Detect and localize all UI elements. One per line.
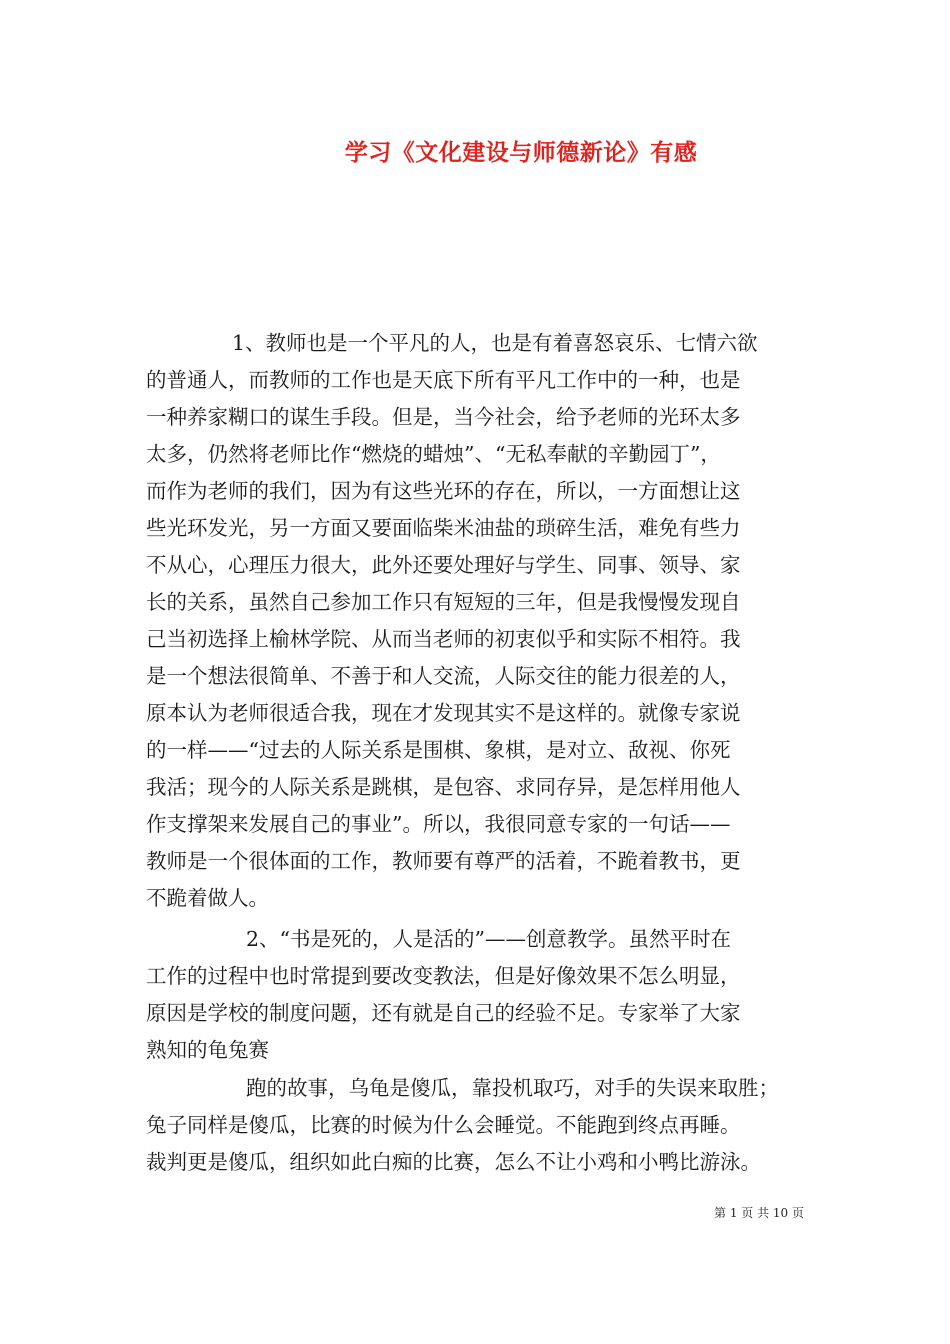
paragraph-line: 1、教师也是一个平凡的人，也是有着喜怒哀乐、七情六欲 [232,331,758,355]
page-number: 第 1 页 共 10 页 [714,1206,804,1220]
paragraph-line: 我活；现今的人际关系是跳棋，是包容、求同存异，是怎样用他人 [146,775,741,799]
paragraph-line: 裁判更是傻瓜，组织如此白痴的比赛，怎么不让小鸡和小鸭比游泳。 [146,1150,761,1174]
paragraph-line: 2、“书是死的，人是活的”——创意教学。虽然平时在 [246,927,732,951]
paragraph-line: 的一样——“过去的人际关系是围棋、象棋，是对立、敌视、你死 [146,738,731,762]
paragraph-line: 跑的故事，乌龟是傻瓜，靠投机取巧，对手的失误来取胜； [246,1076,779,1100]
paragraph-line: 教师是一个很体面的工作，教师要有尊严的活着，不跪着教书，更 [146,849,741,873]
paragraph-line: 长的关系，虽然自己参加工作只有短短的三年，但是我慢慢发现自 [146,590,741,614]
paragraph-line: 熟知的龟兔赛 [146,1038,269,1062]
paragraph-line: 不跪着做人。 [146,886,269,910]
paragraph-line: 作支撑架来发展自己的事业”。所以，我很同意专家的一句话—— [146,812,731,836]
paragraph-line: 是一个想法很简单、不善于和人交流，人际交往的能力很差的人， [146,664,741,688]
paragraph-line: 太多，仍然将老师比作“燃烧的蜡烛”、“无私奉献的辛勤园丁”， [146,442,721,466]
paragraph-line: 己当初选择上榆林学院、从而当老师的初衷似乎和实际不相符。我 [146,627,741,651]
paragraph-line: 的普通人，而教师的工作也是天底下所有平凡工作中的一种，也是 [146,368,741,392]
paragraph-line: 原本认为老师很适合我，现在才发现其实不是这样的。就像专家说 [146,701,741,725]
paragraph-line: 些光环发光，另一方面又要面临柴米油盐的琐碎生活，难免有些力 [146,516,741,540]
paragraph-line: 一种养家糊口的谋生手段。但是，当今社会，给予老师的光环太多 [146,405,741,429]
paragraph-line: 工作的过程中也时常提到要改变教法，但是好像效果不怎么明显， [146,964,741,988]
paragraph-line: 而作为老师的我们，因为有这些光环的存在，所以，一方面想让这 [146,479,741,503]
paragraph-line: 原因是学校的制度问题，还有就是自己的经验不足。专家举了大家 [146,1001,741,1025]
paragraph-line: 兔子同样是傻瓜，比赛的时候为什么会睡觉。不能跑到终点再睡。 [146,1113,741,1137]
document-title: 学习《文化建设与师德新论》有感 [344,140,698,166]
paragraph-line: 不从心，心理压力很大，此外还要处理好与学生、同事、领导、家 [146,553,741,577]
